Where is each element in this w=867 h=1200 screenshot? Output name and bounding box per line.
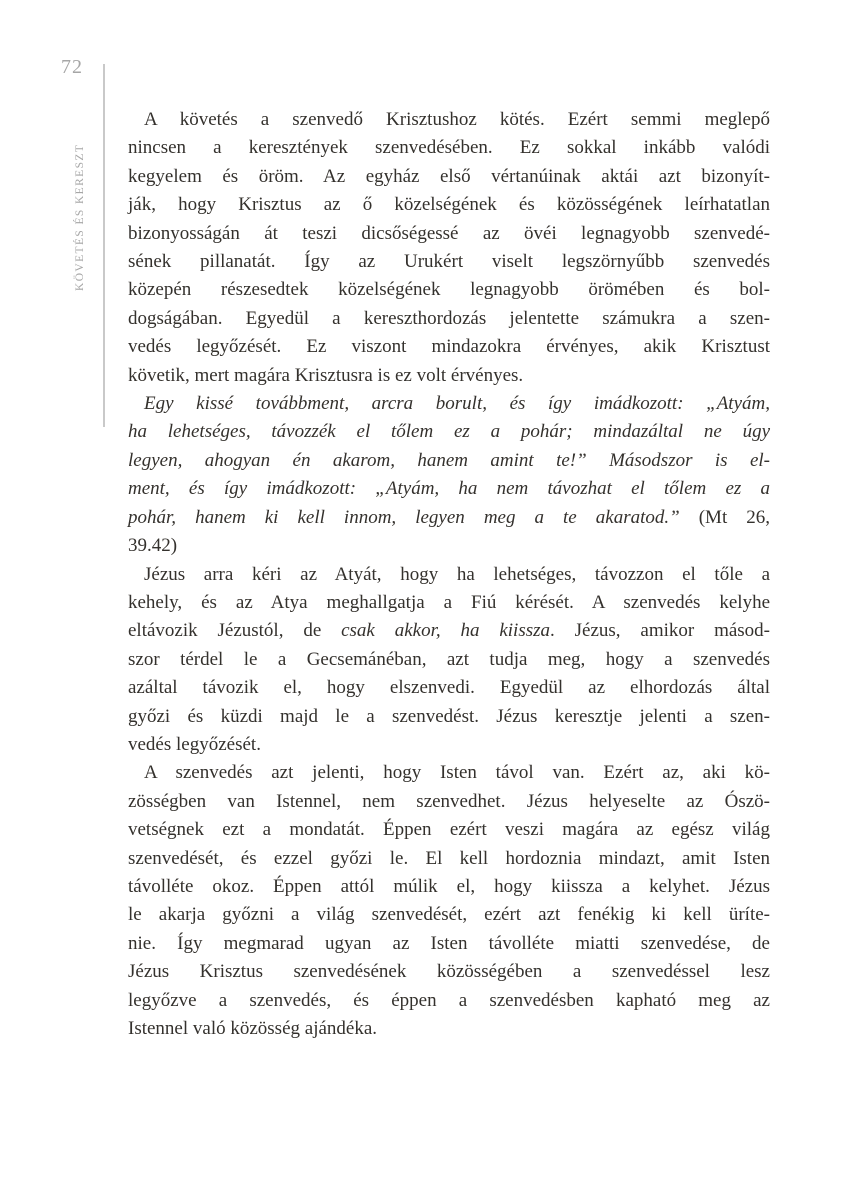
text-line bbox=[128, 447, 770, 475]
text-line bbox=[128, 759, 770, 787]
text-line bbox=[128, 617, 770, 645]
paragraph bbox=[128, 759, 770, 1043]
text-segment: vetségnek ezt a mondatát. Éppen ezért veszi magára az egész világ bbox=[128, 819, 770, 841]
text-line bbox=[128, 390, 770, 418]
text-line bbox=[128, 1015, 770, 1043]
text-line bbox=[128, 504, 770, 532]
margin-rule bbox=[103, 64, 105, 427]
text-line bbox=[128, 475, 770, 503]
page-number: 72 bbox=[61, 56, 83, 78]
paragraph bbox=[128, 561, 770, 760]
text-line bbox=[128, 191, 770, 219]
text-segment: vedés legyőzését. Ez viszont mindazokra érvényes, akik Krisztust bbox=[128, 336, 770, 358]
text-line bbox=[128, 362, 770, 390]
text-line bbox=[128, 248, 770, 276]
text-segment: A követés a szenvedő Krisztushoz kötés. Ezért semmi meglepő bbox=[144, 109, 770, 130]
text-segment: Istennel való közösség ajándéka. bbox=[128, 1018, 378, 1039]
text-segment: azáltal távozik el, hogy elszenvedi. Egyedül az elhordozás által bbox=[128, 677, 770, 699]
text-segment: nincsen a keresztények szenvedésében. Ez sokkal inkább valódi bbox=[128, 137, 770, 159]
text-line bbox=[128, 873, 770, 901]
text-line bbox=[128, 674, 770, 702]
text-segment: kehely, és az Atya meghallgatja a Fiú kérését. A szenvedés kelyhe bbox=[128, 591, 770, 613]
italic-text-segment: csak akkor, ha kiissza bbox=[341, 620, 551, 642]
text-segment: szenvedését, és ezzel győzi le. El kell hordoznia mindazt, amit Isten bbox=[128, 847, 770, 869]
text-line bbox=[128, 845, 770, 873]
text-segment: (Mt 26, bbox=[679, 506, 771, 528]
text-segment: eltávozik Jézustól, de bbox=[128, 620, 342, 642]
text-line bbox=[128, 788, 770, 816]
text-segment: szor térdel le a Gecsemánéban, azt tudja meg, hogy a szenvedés bbox=[128, 648, 770, 670]
text-line bbox=[128, 333, 770, 361]
text-line bbox=[128, 703, 770, 731]
text-line bbox=[128, 106, 770, 134]
text-line bbox=[128, 532, 770, 560]
italic-text-segment: legyen, ahogyan én akarom, hanem amint te!” Másodszor is el- bbox=[128, 449, 770, 471]
text-segment: Jézus Krisztus szenvedésének közösségében a szenvedéssel lesz bbox=[128, 961, 770, 983]
text-segment: vedés legyőzését. bbox=[128, 733, 261, 755]
text-segment: kegyelem és öröm. Az egyház első vértanúinak aktái azt bizonyít- bbox=[128, 165, 770, 187]
text-segment: dogságában. Egyedül a kereszthordozás jelentette számukra a szen- bbox=[128, 307, 770, 329]
text-line bbox=[128, 305, 770, 333]
text-segment: távolléte okoz. Éppen attól múlik el, hogy kiissza a kelyhet. Jézus bbox=[128, 875, 770, 897]
text-segment: közepén részesedtek közelségének legnagyobb örömében és bol- bbox=[128, 279, 770, 301]
paragraph bbox=[128, 390, 770, 560]
text-line bbox=[128, 987, 770, 1015]
text-line bbox=[128, 589, 770, 617]
text-line bbox=[128, 646, 770, 674]
body-text bbox=[128, 106, 770, 1043]
paragraph bbox=[128, 106, 770, 390]
italic-text-segment: Egy kissé továbbment, arcra borult, és így imádkozott: „Atyám, bbox=[144, 393, 770, 415]
italic-text-segment: ha lehetséges, távozzék el tőlem ez a pohár; mindazáltal ne úgy bbox=[128, 421, 770, 443]
text-segment: bizonyosságán át teszi dicsőségessé az övéi legnagyobb szenvedé- bbox=[128, 222, 770, 244]
text-line bbox=[128, 930, 770, 958]
text-line bbox=[128, 220, 770, 248]
chapter-margin-label: KÖVETÉS ÉS KERESZT bbox=[74, 143, 86, 291]
text-segment: le akarja győzni a világ szenvedését, ezért azt fenékig ki kell üríte- bbox=[128, 904, 770, 926]
text-line bbox=[128, 958, 770, 986]
text-segment: ják, hogy Krisztus az ő közelségének és közösségének leírhatatlan bbox=[128, 194, 770, 216]
text-segment: A szenvedés azt jelenti, hogy Isten távol van. Ezért az, aki kö- bbox=[144, 762, 770, 784]
italic-text-segment: pohár, hanem ki kell innom, legyen meg a te akaratod.” bbox=[128, 506, 680, 528]
text-line bbox=[128, 731, 770, 759]
text-line bbox=[128, 134, 770, 162]
text-segment: Jézus arra kéri az Atyát, hogy ha lehetséges, távozzon el tőle a bbox=[144, 563, 770, 585]
text-segment: 39.42) bbox=[128, 535, 178, 557]
text-line bbox=[128, 163, 770, 191]
text-line bbox=[128, 276, 770, 304]
text-segment: sének pillanatát. Így az Urukért viselt legszörnyűbb szenvedés bbox=[128, 251, 770, 273]
text-segment: győzi és küzdi majd le a szenvedést. Jézus keresztje jelenti a szen- bbox=[128, 705, 770, 727]
text-line bbox=[128, 901, 770, 929]
italic-text-segment: ment, és így imádkozott: „Atyám, ha nem távozhat el tőlem ez a bbox=[128, 478, 770, 500]
text-line bbox=[128, 816, 770, 844]
text-segment: nie. Így megmarad ugyan az Isten távolléte miatti szenvedése, de bbox=[128, 932, 770, 954]
text-line bbox=[128, 418, 770, 446]
text-segment: . Jézus, amikor másod- bbox=[550, 620, 771, 642]
text-segment: legyőzve a szenvedés, és éppen a szenvedésben kapható meg az bbox=[128, 989, 770, 1011]
text-segment: követik, mert magára Krisztusra is ez volt érvényes. bbox=[128, 364, 524, 386]
text-segment: zösségben van Istennel, nem szenvedhet. Jézus helyeselte az Ószö- bbox=[128, 790, 770, 812]
text-line bbox=[128, 561, 770, 589]
